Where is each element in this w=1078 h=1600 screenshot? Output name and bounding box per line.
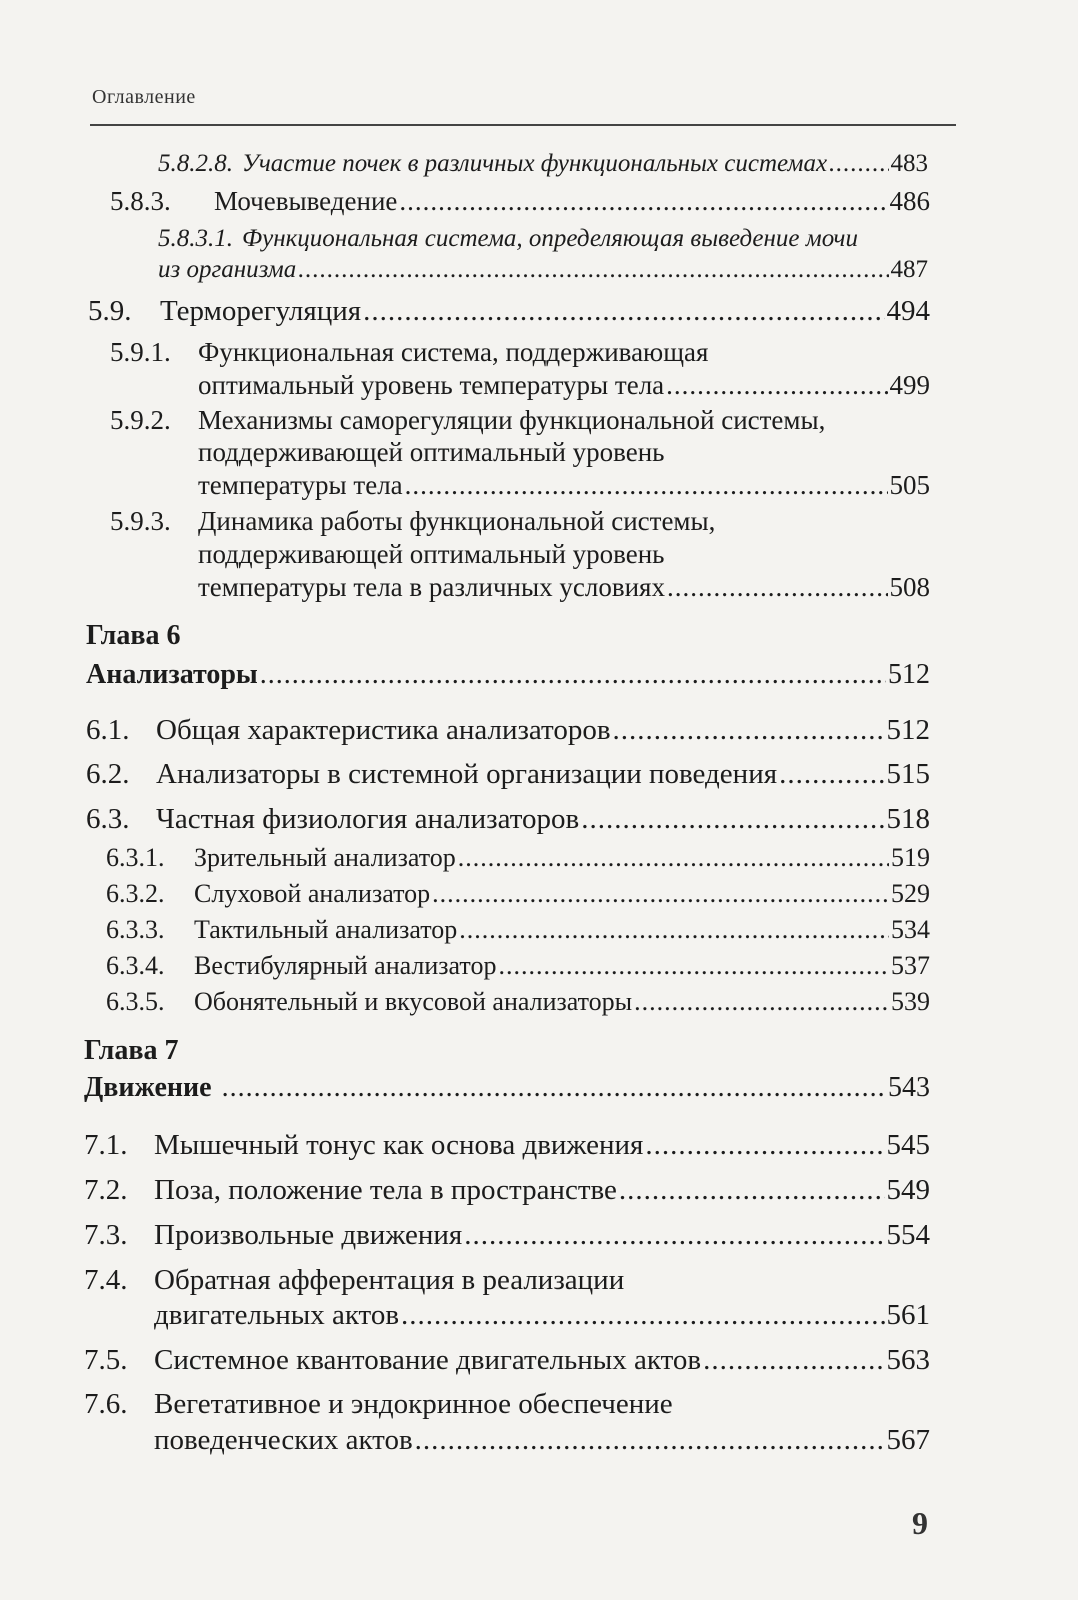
toc-entry-continuation: [198, 470, 930, 501]
running-head: Оглавление: [92, 86, 196, 108]
leader-dots: [779, 758, 884, 791]
toc-entry: [158, 225, 858, 253]
toc-entry: [84, 1219, 930, 1252]
toc-entry-number: 7.5.: [84, 1344, 128, 1376]
chapter-title: Движение: [84, 1072, 212, 1103]
toc-entry-title-line2: из организма: [158, 256, 297, 283]
toc-entry-title-line1: Обратная афферентация в реализации: [154, 1264, 625, 1296]
chapter-title: Анализаторы: [86, 659, 258, 690]
leader-dots: [432, 879, 889, 909]
leader-dots: [464, 1219, 884, 1252]
toc-entry-page: 483: [890, 150, 928, 177]
toc-entry-title: Частная физиология анализаторов: [156, 803, 580, 835]
toc-entry-page: 508: [889, 572, 930, 602]
toc-entry-title: Зрительный анализатор: [194, 843, 456, 872]
toc-entry: [106, 843, 930, 873]
toc-entry-page: 518: [886, 803, 930, 835]
toc-entry-page: 563: [886, 1344, 930, 1376]
toc-entry-number: 6.2.: [86, 758, 130, 790]
toc-entry-number: 5.8.2.8.: [158, 150, 233, 177]
toc-entry-continuation: [198, 370, 930, 401]
toc-entry-number: 6.3.2.: [106, 879, 165, 908]
toc-entry-continuation: [158, 256, 928, 284]
toc-entry: [110, 506, 715, 537]
toc-entry-page: 534: [891, 915, 930, 944]
toc-entry: [158, 150, 928, 178]
toc-entry-page: 537: [891, 951, 930, 980]
toc-entry: [110, 405, 825, 436]
leader-dots: [829, 150, 888, 178]
toc-entry-title-line1: Вегетативное и эндокринное обеспечение: [154, 1388, 673, 1420]
toc-entry-page: 515: [886, 758, 930, 790]
leader-dots: [459, 915, 889, 945]
toc-entry-title: Слуховой анализатор: [194, 879, 431, 908]
toc-entry-page: 519: [891, 843, 930, 872]
toc-entry-title: Общая характеристика анализаторов: [156, 714, 611, 746]
toc-entry-title-line2: поведенческих актов: [154, 1424, 413, 1456]
toc-entry-page: 486: [889, 186, 930, 216]
chapter-page: 543: [888, 1072, 930, 1103]
toc-entry-title-line1: Динамика работы функциональной системы,: [198, 506, 716, 536]
toc-entry-continuation: поддерживающей оптимальный уровень: [198, 539, 665, 569]
toc-entry-page: 487: [890, 256, 928, 283]
toc-entry-number: 5.9.3.: [110, 506, 171, 536]
leader-dots: [666, 370, 887, 401]
toc-entry-number: 6.3.4.: [106, 951, 165, 980]
toc-entry-title-line1: Механизмы саморегуляции функциональной системы,: [198, 405, 826, 435]
leader-dots: [222, 1072, 886, 1104]
toc-entry-page: 505: [889, 470, 930, 500]
toc-entry: [84, 1388, 673, 1421]
leader-dots: [581, 803, 884, 836]
toc-entry-page: 567: [886, 1424, 930, 1456]
leader-dots: [619, 1174, 885, 1207]
chapter-entry: [84, 1072, 930, 1104]
leader-dots: [703, 1344, 884, 1377]
toc-entry-number: 5.9.1.: [110, 337, 171, 367]
toc-entry: [110, 186, 930, 217]
toc-entry-continuation: поддерживающей оптимальный уровень: [198, 437, 665, 467]
toc-entry-continuation: [198, 572, 930, 603]
toc-entry-title-line3: температуры тела: [198, 470, 403, 500]
toc-entry-number: 6.3.3.: [106, 915, 165, 944]
leader-dots: [667, 572, 888, 603]
toc-entry: [84, 1129, 930, 1162]
toc-entry-continuation: [154, 1299, 930, 1332]
toc-entry-number: 5.9.2.: [110, 405, 171, 435]
toc-entry-title-line3: температуры тела в различных условиях: [198, 572, 665, 602]
toc-entry-title: Участие почек в различных функциональных системах: [242, 150, 828, 177]
page-number: 9: [912, 1505, 928, 1541]
toc-entry-number: 7.6.: [84, 1388, 128, 1420]
toc-entry-page: 545: [886, 1129, 930, 1161]
chapter-label: Глава 7: [84, 1035, 179, 1066]
toc-entry-page: 561: [886, 1299, 930, 1331]
toc-entry-number: 5.8.3.: [110, 186, 171, 216]
toc-entry-title: Вестибулярный анализатор: [194, 951, 497, 980]
toc-entry-title: Анализаторы в системной организации поведения: [156, 758, 778, 790]
toc-entry-page: 549: [886, 1174, 930, 1206]
toc-entry-title-line2: двигательных актов: [154, 1299, 400, 1331]
toc-entry-title: Мочевыведение: [214, 186, 398, 216]
toc-entry: [86, 803, 930, 836]
leader-dots: [399, 186, 887, 217]
toc-entry-number: 7.4.: [84, 1264, 128, 1296]
toc-entry-title: Обонятельный и вкусовой анализаторы: [194, 987, 633, 1016]
toc-entry-continuation: [154, 1424, 930, 1457]
leader-dots: [498, 951, 889, 981]
toc-entry-title: Системное квантование двигательных актов: [154, 1344, 702, 1376]
toc-entry-title-line2: оптимальный уровень температуры тела: [198, 370, 665, 400]
toc-entry: [106, 879, 930, 909]
toc-entry-number: 5.8.3.1.: [158, 225, 233, 252]
toc-entry-title: Мышечный тонус как основа движения: [154, 1129, 644, 1161]
toc-entry-page: 494: [886, 295, 930, 327]
toc-entry: [86, 758, 930, 791]
leader-dots: [298, 256, 888, 284]
leader-dots: [363, 295, 884, 328]
toc-entry: [88, 295, 930, 328]
toc-entry-page: 499: [889, 370, 930, 400]
toc-entry: [106, 915, 930, 945]
leader-dots: [458, 843, 889, 873]
toc-entry-number: 6.3.: [86, 803, 130, 835]
toc-entry: [106, 987, 930, 1017]
chapter-entry: [86, 659, 930, 691]
toc-entry-number: 7.2.: [84, 1174, 128, 1206]
toc-entry-title-line1: Функциональная система, определяющая выведение мочи: [242, 225, 858, 252]
toc-entry-title: Терморегуляция: [160, 295, 362, 327]
chapter-label: Глава 6: [86, 620, 181, 651]
toc-entry-page: 539: [891, 987, 930, 1016]
toc-entry: [84, 1264, 624, 1297]
toc-entry-title: Тактильный анализатор: [194, 915, 458, 944]
toc-entry-page: 554: [886, 1219, 930, 1251]
leader-dots: [260, 659, 886, 691]
toc-entry-number: 6.3.5.: [106, 987, 165, 1016]
toc-entry-number: 5.9.: [88, 295, 132, 327]
toc-entry-number: 7.3.: [84, 1219, 128, 1251]
toc-entry-page: 529: [891, 879, 930, 908]
toc-entry-number: 6.3.1.: [106, 843, 165, 872]
leader-dots: [613, 714, 885, 747]
toc-entry-number: 6.1.: [86, 714, 130, 746]
leader-dots: [415, 1424, 885, 1457]
toc-entry: [86, 714, 930, 747]
toc-entry: [110, 337, 708, 368]
toc-entry: [84, 1344, 930, 1377]
toc-entry-page: 512: [886, 714, 930, 746]
leader-dots: [645, 1129, 884, 1162]
leader-dots: [405, 470, 888, 501]
leader-dots: [634, 987, 889, 1017]
toc-entry-title: Произвольные движения: [154, 1219, 463, 1251]
leader-dots: [401, 1299, 884, 1332]
chapter-page: 512: [888, 659, 930, 690]
toc-entry-title: Поза, положение тела в пространстве: [154, 1174, 617, 1206]
toc-entry-title-line1: Функциональная система, поддерживающая: [198, 337, 709, 367]
toc-entry: [106, 951, 930, 981]
toc-entry-number: 7.1.: [84, 1129, 128, 1161]
toc-entry: [84, 1174, 930, 1207]
